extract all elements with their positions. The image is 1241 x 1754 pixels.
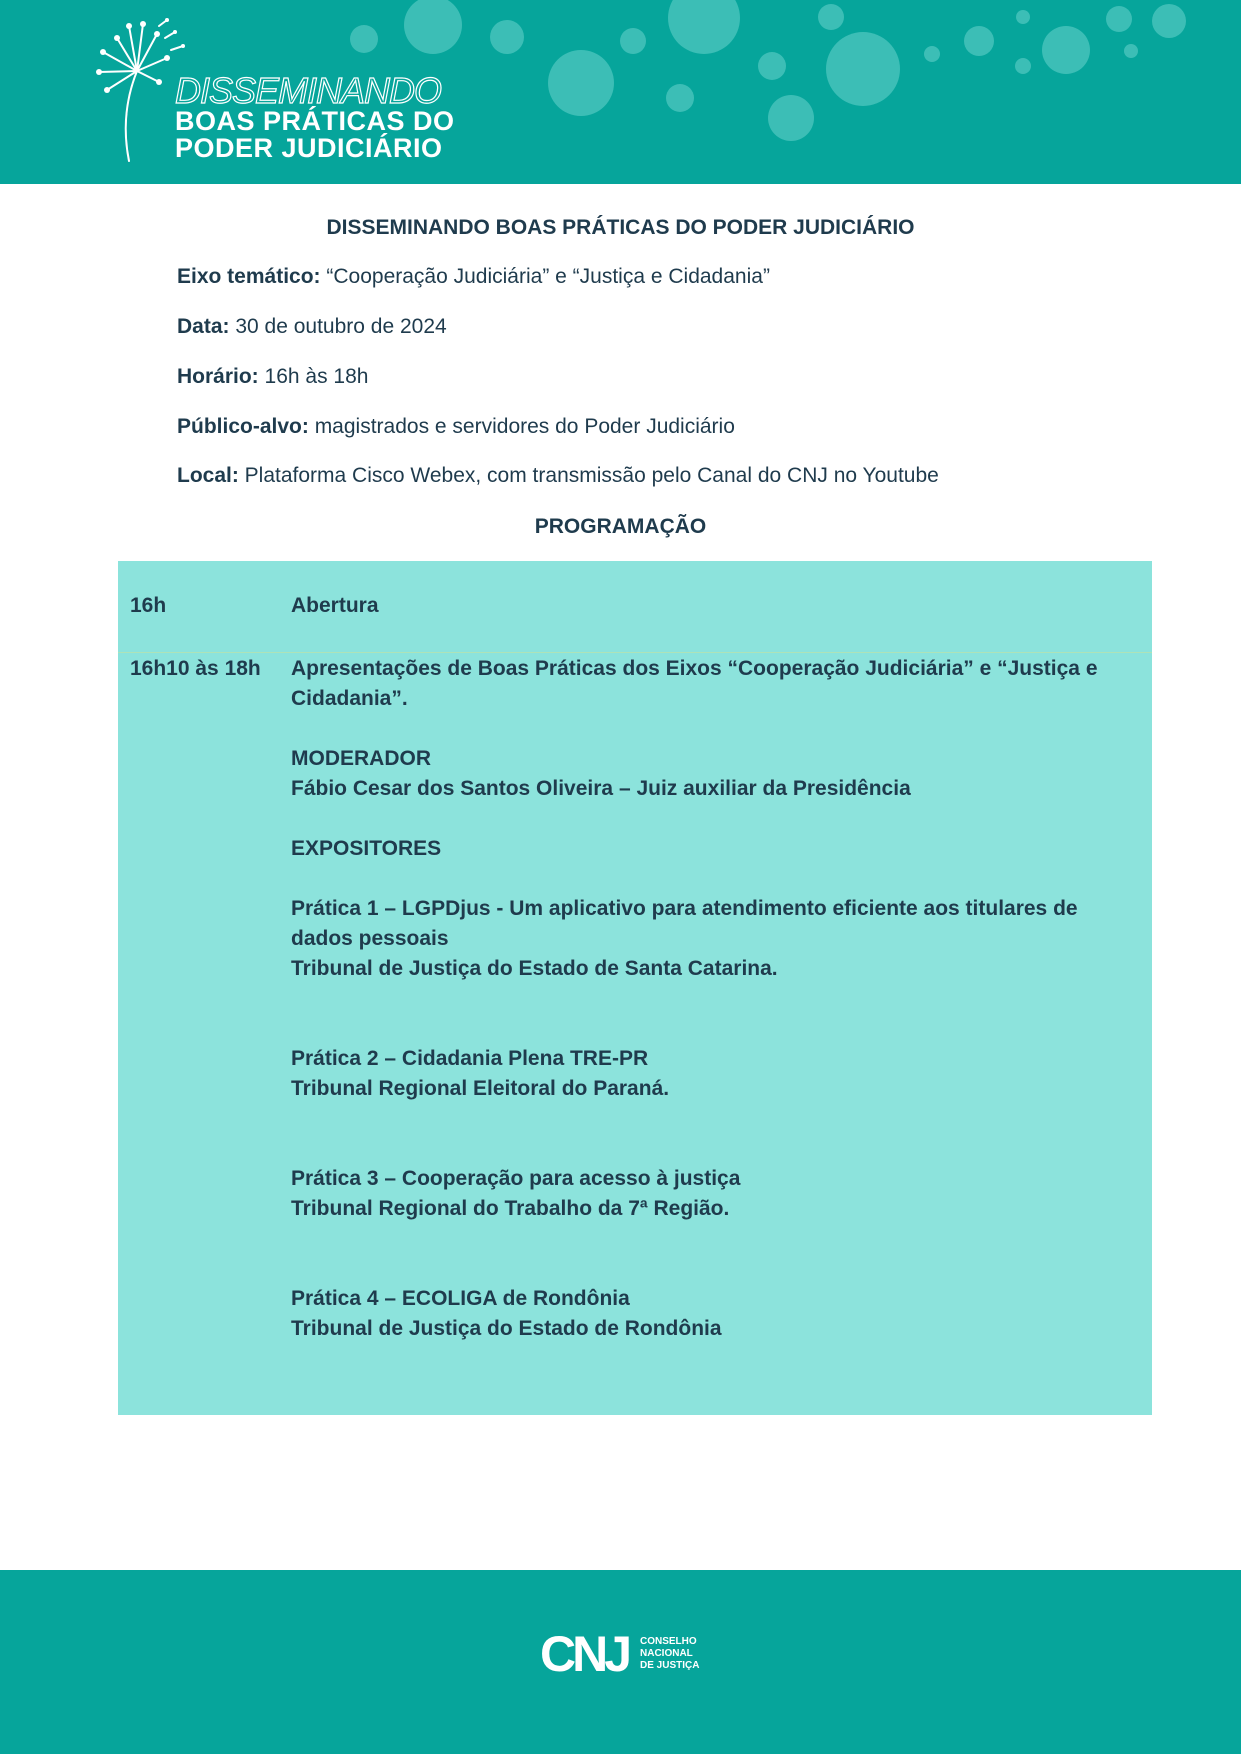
info-value: 16h às 18h	[258, 365, 369, 388]
cnj-logo-letters: CNJ	[540, 1627, 629, 1677]
decorative-bubble	[668, 0, 740, 54]
info-value: 30 de outubro de 2024	[229, 315, 447, 338]
practice-title: Prática 2 – Cidadania Plena TRE-PR	[291, 1047, 649, 1070]
table-cell-description	[291, 591, 1131, 621]
row-divider	[118, 652, 1152, 653]
moderator-heading: MODERADOR	[291, 747, 431, 770]
info-label: Data:	[177, 315, 230, 338]
info-time	[177, 365, 368, 389]
dandelion-icon	[95, 16, 185, 166]
event-logo	[95, 16, 475, 166]
info-audience	[177, 415, 735, 439]
speakers-heading: EXPOSITORES	[291, 837, 442, 860]
info-label: Horário:	[177, 365, 259, 388]
decorative-bubble	[1015, 58, 1031, 74]
info-label: Eixo temático:	[177, 265, 321, 288]
info-location	[177, 464, 939, 488]
decorative-bubble	[758, 52, 786, 80]
org-name-line: DE JUSTIÇA	[640, 1660, 700, 1671]
decorative-bubble	[818, 4, 844, 30]
header-banner	[0, 0, 1241, 184]
decorative-bubble	[490, 20, 524, 54]
decorative-bubble	[826, 32, 900, 106]
program-item: Cidadania”.	[291, 687, 408, 710]
practice-court: Tribunal Regional do Trabalho da 7ª Região.	[291, 1197, 730, 1220]
decorative-bubble	[1042, 26, 1090, 74]
logo-line-2: BOAS PRÁTICAS DO	[175, 106, 455, 136]
logo-wordmark	[175, 70, 455, 163]
info-value: Plataforma Cisco Webex, com transmissão pelo Canal do CNJ no Youtube	[238, 464, 939, 487]
info-value: “Cooperação Judiciária” e “Justiça e Cidadania”	[320, 265, 770, 288]
org-name-line: CONSELHO	[640, 1636, 697, 1647]
decorative-bubble	[620, 28, 646, 54]
decorative-bubble	[924, 46, 940, 62]
practice-title: Prática 4 – ECOLIGA de Rondônia	[291, 1287, 630, 1310]
moderator-name: Fábio Cesar dos Santos Oliveira – Juiz auxiliar da Presidência	[291, 777, 911, 800]
decorative-bubble	[1016, 10, 1030, 24]
decorative-bubble	[548, 50, 614, 116]
document-title: DISSEMINANDO BOAS PRÁTICAS DO PODER JUDICIÁRIO	[326, 216, 915, 239]
decorative-bubble	[666, 84, 694, 112]
footer-banner	[0, 1570, 1241, 1754]
practice-title: Prática 1 – LGPDjus - Um aplicativo para atendimento eficiente aos titulares de	[291, 897, 1078, 920]
program-table	[118, 561, 1152, 1415]
section-title: PROGRAMAÇÃO	[534, 515, 707, 538]
logo-line-3: PODER JUDICIÁRIO	[175, 133, 443, 163]
info-theme	[177, 265, 770, 289]
practice-court: Tribunal de Justiça do Estado de Santa Catarina.	[291, 957, 778, 980]
decorative-bubble	[1106, 6, 1132, 32]
table-cell-description	[291, 654, 1131, 1344]
decorative-bubble	[1152, 4, 1186, 38]
program-item: Apresentações de Boas Práticas dos Eixos “Cooperação Judiciária” e “Justiça e	[291, 657, 1098, 680]
decorative-bubble	[1124, 44, 1138, 58]
cnj-logo-icon	[540, 1627, 632, 1677]
practice-title: dados pessoais	[291, 927, 449, 950]
logo-line-1: DISSEMINANDO	[175, 70, 442, 111]
practice-court: Tribunal Regional Eleitoral do Paraná.	[291, 1077, 670, 1100]
program-item: Abertura	[291, 594, 379, 617]
info-label: Público-alvo:	[177, 415, 309, 438]
table-cell-time: 16h10 às 18h	[130, 657, 261, 680]
decorative-bubble	[964, 26, 994, 56]
cnj-org-name	[640, 1636, 699, 1672]
org-name-line: NACIONAL	[640, 1648, 693, 1659]
info-date	[177, 315, 447, 339]
practice-title: Prática 3 – Cooperação para acesso à justiça	[291, 1167, 741, 1190]
info-value: magistrados e servidores do Poder Judiciário	[308, 415, 735, 438]
table-cell-time: 16h	[130, 594, 167, 617]
decorative-bubble	[768, 95, 814, 141]
info-label: Local:	[177, 464, 239, 487]
practice-court: Tribunal de Justiça do Estado de Rondônia	[291, 1317, 722, 1340]
